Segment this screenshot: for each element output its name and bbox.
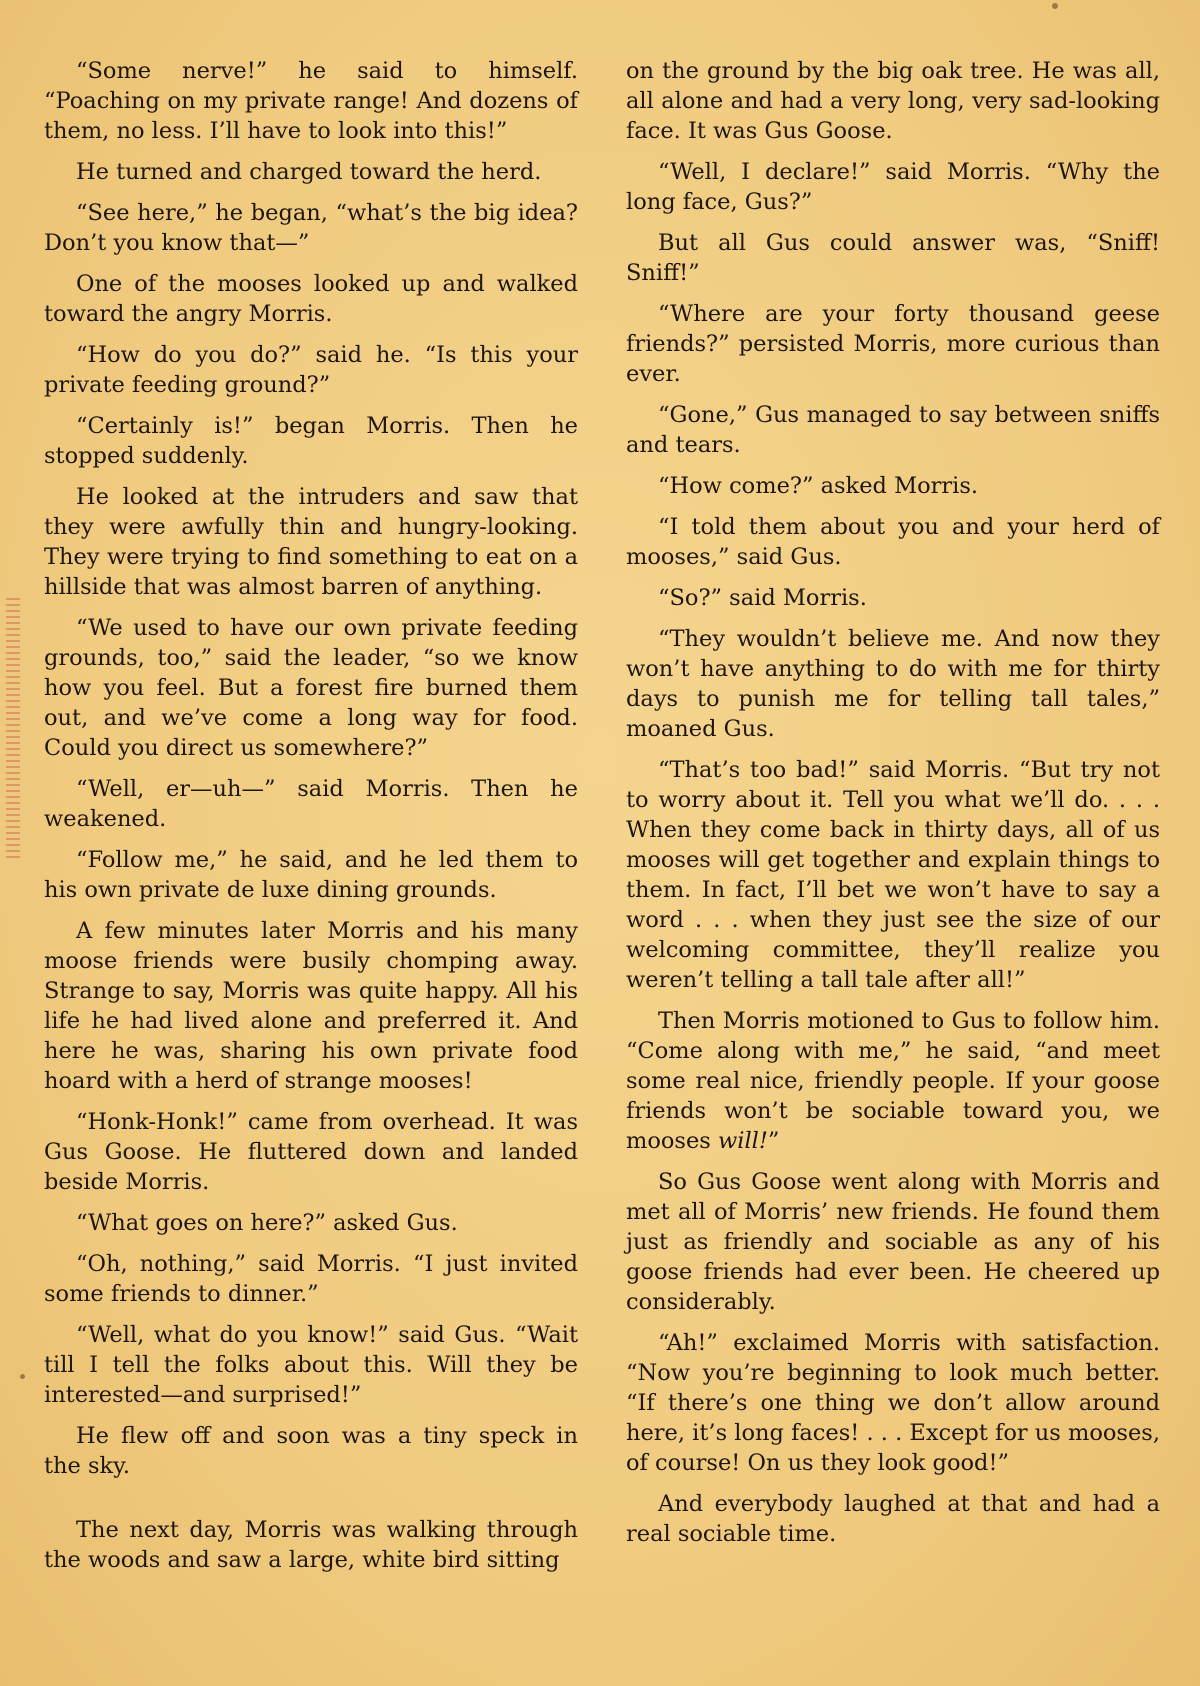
paragraph: “Where are your forty thousand geese friends?” persisted Morris, more curious than ever. [626,301,1160,387]
paragraph: But all Gus could answer was, “Sniff! Sniff!” [626,230,1160,286]
paragraph: “Ah!” exclaimed Morris with satisfaction. “Now you’re beginning to look much better. “If there’s one thing we don’t allow around here, it’s long faces! . . . Except for us mooses, of course! On us they look good!” [626,1330,1160,1476]
final-paragraph: And everybody laughed at that and had a real sociable time. [626,1491,1160,1547]
paragraph: He looked at the intruders and saw that they were awfully thin and hungry-looking. They were trying to find something to eat on a hillside that was almost barren of anything. [44,484,578,600]
paragraph: “Gone,” Gus managed to say between sniffs and tears. [626,402,1160,458]
paragraph: “Well, I declare!” said Morris. “Why the long face, Gus?” [626,159,1160,215]
paragraph: “Certainly is!” began Morris. Then he stopped suddenly. [44,413,578,469]
paragraph: “So?” said Morris. [658,585,867,611]
emphasis-will: will! [718,1128,768,1154]
paragraph: A few minutes later Morris and his many moose friends were busily chomping away. Strange to say, Morris was quite happy. All his life he had lived alone and preferred it. And here he was, sharing his own private food hoard with a herd of strange mooses! [44,918,578,1094]
paragraph: So Gus Goose went along with Morris and met all of Morris’ new friends. He found them just as friendly and sociable as any of his goose friends had ever been. He cheered up considerably. [626,1169,1160,1315]
paragraph: “Oh, nothing,” said Morris. “I just invited some friends to dinner.” [44,1251,578,1307]
paragraph: One of the mooses looked up and walked toward the angry Morris. [44,271,578,327]
right-column [626,56,1160,1560]
continuation-paragraph: on the ground by the big oak tree. He was all, all alone and had a very long, very sad-looking face. It was Gus Goose. [626,58,1160,144]
invite-paragraph [626,1006,1160,1156]
ink-speck [20,1374,25,1379]
paragraph: He turned and charged toward the herd. [76,159,542,185]
paragraph: “Honk-Honk!” came from overhead. It was Gus Goose. He fluttered down and landed beside Morris. [44,1109,578,1195]
ink-speck [1052,3,1058,9]
paragraph: “See here,” he began, “what’s the big idea? Don’t you know that—” [44,200,578,256]
page-edge-marks [6,598,20,858]
left-column [44,56,578,1586]
paragraph: “We used to have our own private feeding grounds, too,” said the leader, “so we know how you feel. But a forest fire burned them out, and we’ve come a long way for food. Could you direct us somewhere?” [44,615,578,761]
paragraph: “I told them about you and your herd of mooses,” said Gus. [626,514,1160,570]
paragraph: “That’s too bad!” said Morris. “But try not to worry about it. Tell you what we’ll do. . . . When they come back in thirty days, all of us mooses will get together and explain things to them. In fact, I’ll bet we won’t have to say a word . . . when they just see the size of our welcoming committee, they’ll realize you weren’t telling a tall tale after all!” [626,757,1160,993]
paragraph: “How do you do?” said he. “Is this your private feeding ground?” [44,342,578,398]
paragraph: “Some nerve!” he said to himself. “Poaching on my private range! And dozens of them, no less. I’ll have to look into this!” [44,58,578,144]
paragraph: “How come?” asked Morris. [658,473,979,499]
invite-text: Then Morris motioned to Gus to follow him. “Come along with me,” he said, “and meet some real nice, friendly people. If your goose friends won’t be sociable toward you, we mooses [626,1008,1160,1154]
closing-quote: ” [767,1128,780,1154]
paragraph: “They wouldn’t believe me. And now they won’t have anything to do with me for thirty days to punish me for telling tall tales,” moaned Gus. [626,626,1160,742]
paragraph: “What goes on here?” asked Gus. [76,1210,458,1236]
paragraph: “Follow me,” he said, and he led them to his own private de luxe dining grounds. [44,847,578,903]
paragraph: “Well, what do you know!” said Gus. “Wait till I tell the folks about this. Will they be interested—and surprised!” [44,1322,578,1408]
paragraph: He flew off and soon was a tiny speck in the sky. [44,1423,578,1479]
paragraph: The next day, Morris was walking through the woods and saw a large, white bird sitting [44,1517,578,1573]
paragraph: “Well, er—uh—” said Morris. Then he weakened. [44,776,578,832]
